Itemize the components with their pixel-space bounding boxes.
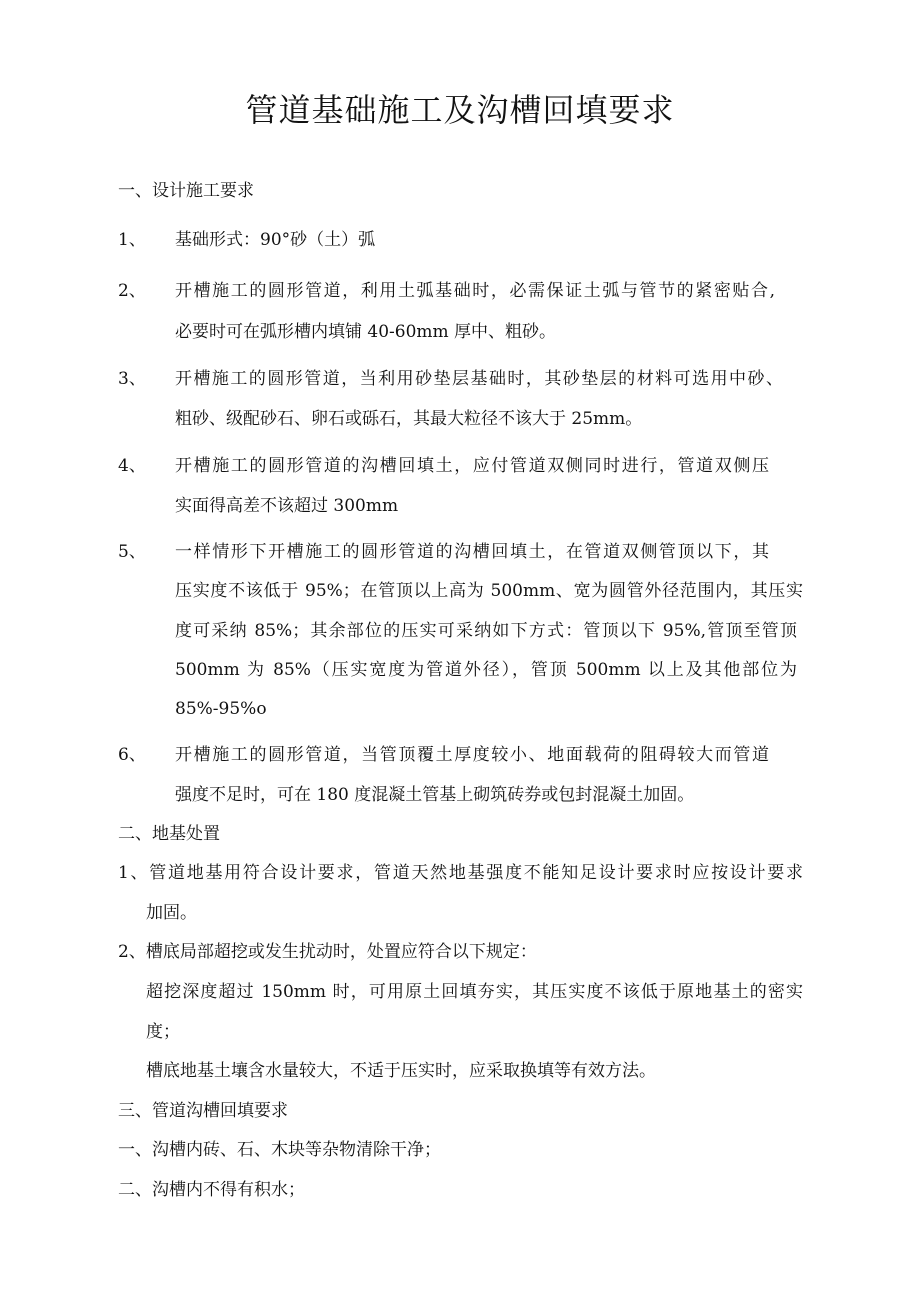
paragraph-line: 1、管道地基用符合设计要求，管道天然地基强度不能知足设计要求时应按设计要求	[118, 863, 803, 883]
item-line: 压实度不该低于 95%；在管顶以上高为 500mm、宽为圆管外径范围内，其压实	[175, 581, 803, 601]
item-line: 开槽施工的圆形管道的沟槽回填土，应付管道双侧同时进行，管道双侧压	[175, 456, 769, 476]
item-number: 2、	[118, 281, 146, 301]
item-number: 3、	[118, 369, 146, 389]
section-heading-foundation: 二、地基处置	[118, 824, 220, 844]
section-heading-design: 一、设计施工要求	[118, 181, 254, 201]
paragraph-line: 超挖深度超过 150mm 时，可用原土回填夯实，其压实度不该低于原地基土的密实	[146, 982, 803, 1002]
paragraph-line: 2、槽底局部超挖或发生扰动时，处置应符合以下规定：	[118, 942, 537, 962]
item-number: 4、	[118, 456, 146, 476]
item-line: 开槽施工的圆形管道，当利用砂垫层基础时，其砂垫层的材料可选用中砂、	[175, 369, 783, 389]
item-line: 必要时可在弧形槽内填铺 40-60mm 厚中、粗砂。	[175, 322, 557, 342]
item-number: 6、	[118, 745, 146, 765]
item-line: 实面得高差不该超过 300mm	[175, 496, 399, 516]
section-heading-backfill: 三、管道沟槽回填要求	[118, 1101, 288, 1121]
item-line: 基础形式：90°砂（土）弧	[175, 230, 376, 250]
paragraph-line: 二、沟槽内不得有积水；	[118, 1180, 305, 1200]
paragraph-line: 度；	[146, 1022, 180, 1042]
item-line: 开槽施工的圆形管道，当管顶覆土厚度较小、地面载荷的阻碍较大而管道	[175, 745, 769, 765]
paragraph-line: 槽底地基土壤含水量较大，不适于压实时，应采取换填等有效方法。	[146, 1061, 656, 1081]
document-title: 管道基础施工及沟槽回填要求	[245, 91, 675, 129]
item-number: 1、	[118, 230, 146, 250]
item-line: 一样情形下开槽施工的圆形管道的沟槽回填土，在管道双侧管顶以下，其	[175, 542, 769, 562]
item-line: 强度不足时，可在 180 度混凝土管基上砌筑砖券或包封混凝土加固。	[175, 785, 695, 805]
paragraph-line: 一、沟槽内砖、石、木块等杂物清除干净；	[118, 1140, 441, 1160]
item-number: 5、	[118, 542, 146, 562]
item-line: 粗砂、级配砂石、卵石或砾石，其最大粒径不该大于 25mm。	[175, 409, 643, 429]
item-line: 开槽施工的圆形管道，利用土弧基础时，必需保证土弧与管节的紧密贴合,	[175, 281, 775, 301]
item-line: 度可采纳 85%；其余部位的压实可采纳如下方式：管顶以下 95%,管顶至管顶	[175, 621, 797, 641]
paragraph-line: 加固。	[146, 903, 197, 923]
item-line: 500mm 为 85%（压实宽度为管道外径），管顶 500mm 以上及其他部位为	[175, 660, 797, 680]
item-line: 85%-95%o	[175, 699, 267, 719]
